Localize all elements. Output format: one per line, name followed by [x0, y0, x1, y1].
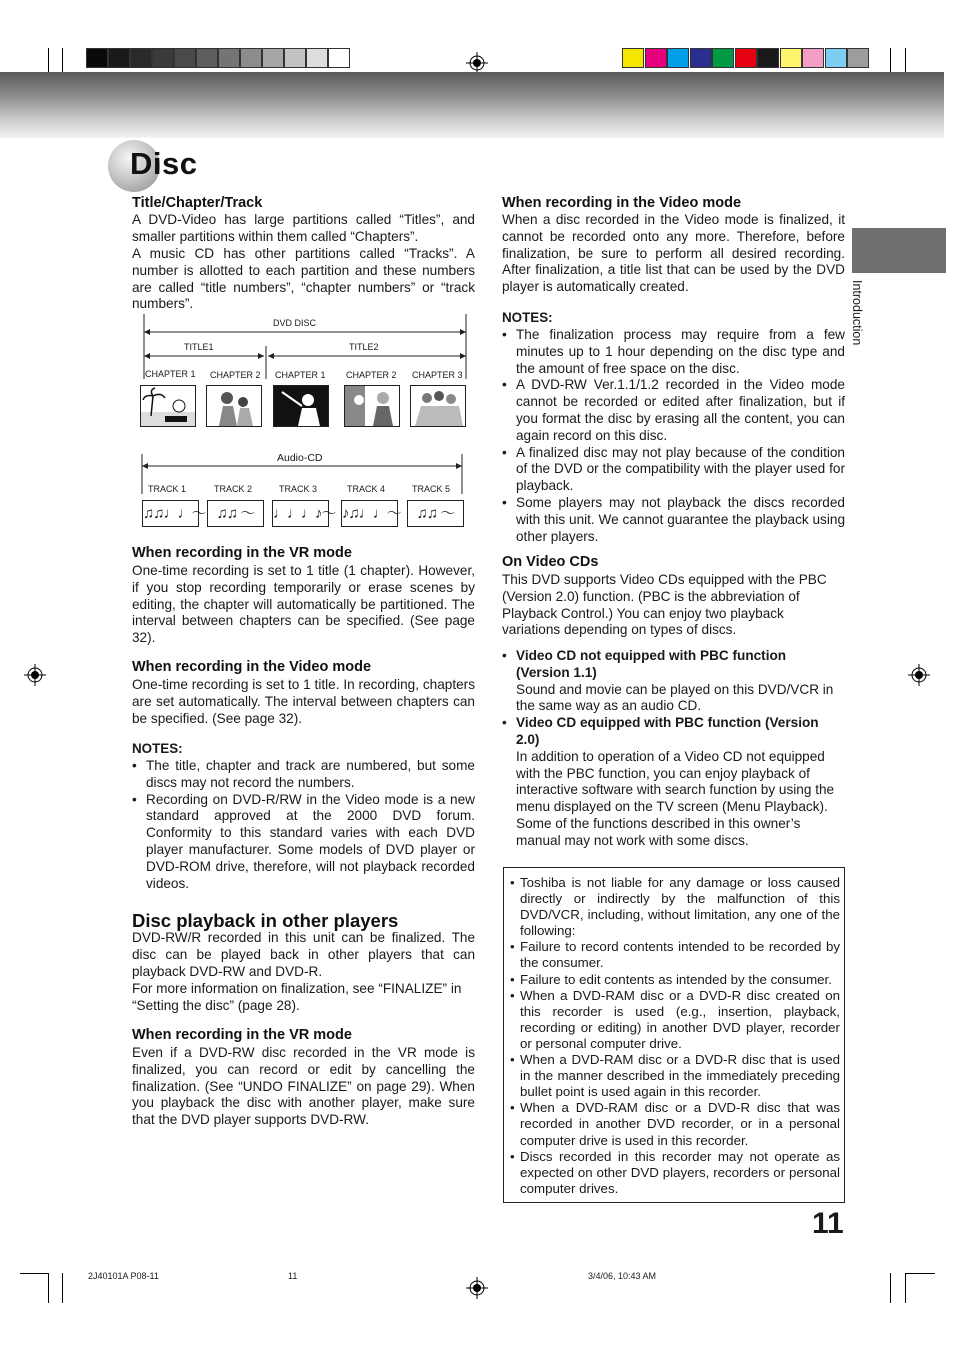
heading-video-cds: On Video CDs [502, 554, 599, 570]
color-swatch [825, 48, 847, 68]
gray-swatch [86, 48, 108, 68]
music-notes-icon: ♫♫ 〜 [407, 500, 464, 527]
paragraph: For more information on finalization, see “FINALIZE” in “Setting the disc” (page 28). [132, 981, 462, 1013]
music-notes-icon: ♫♫ 〜 [207, 500, 264, 527]
list-item: • Some players may not playback the discs recorded with this unit. We cannot guarantee the playback using other players. [502, 495, 845, 545]
color-swatch [712, 48, 734, 68]
chapter-thumbnail-people [206, 385, 262, 427]
label-title2: TITLE2 [349, 342, 379, 352]
list-item [502, 648, 837, 715]
list-item: • When a DVD-RAM disc or a DVD-R disc that was recorded in another DVD recorder, or in a personal computer drive is used in this recorder. [510, 1100, 840, 1148]
crop-mark [48, 1273, 49, 1303]
color-swatch [780, 48, 802, 68]
section-tab-label: Introduction [850, 280, 864, 346]
page-title: Disc [130, 146, 198, 181]
paragraph: A music CD has other partitions called “Tracks”. A number is allotted to each partition and these numbers are called “title numbers”, “chapter numbers” or “track numbers”. [132, 246, 475, 312]
music-notes-icon: ♩♩♩♪〜 [272, 500, 329, 527]
paragraph: One-time recording is set to 1 title (1 chapter). However, if you stop recording temporarily or erase scenes by editing, the chapter will automatically be partitioned. The interval between chapters can be specified. (See page 32). [132, 563, 475, 646]
footer-file-id: 2J40101A P08-11 [88, 1271, 159, 1281]
heading-disc-playback: Disc playback in other players [132, 910, 399, 931]
list-item-title: • Video CD not equipped with PBC function (Version 1.1) [516, 648, 787, 680]
label-chapter: CHAPTER 2 [346, 370, 397, 380]
page-number: 11 [812, 1207, 844, 1240]
paragraph: When a disc recorded in the Video mode is finalized, it cannot be recorded onto any more. Therefore, before finalization, be sure to perform all desired recording. After finalization, a title list that can be used by the DVD player is automatically created. [502, 212, 845, 295]
heading-title-chapter-track: Title/Chapter/Track [132, 195, 263, 211]
vcd-list [502, 648, 837, 850]
color-swatch [757, 48, 779, 68]
list-item: • The finalization process may require from a few minutes up to 1 hour depending on the disc type and the amount of free space on the disc. [502, 327, 845, 377]
color-swatch [667, 48, 689, 68]
notes-list [132, 758, 475, 892]
registration-mark-icon [466, 52, 488, 74]
chapter-thumbnail-couple [344, 385, 400, 427]
crop-mark [20, 1273, 48, 1274]
registration-mark-icon [908, 664, 930, 686]
label-title1: TITLE1 [184, 342, 214, 352]
color-swatch [622, 48, 644, 68]
color-swatch [690, 48, 712, 68]
label-audio-cd: Audio-CD [277, 452, 323, 464]
list-item: • Failure to edit contents as intended by the consumer. [510, 972, 840, 988]
chapter-thumbnail-beach [140, 385, 196, 427]
gray-swatch [284, 48, 306, 68]
music-notes-icon: ♪♫♩♩〜 [341, 500, 398, 527]
paragraph: Even if a DVD-RW disc recorded in the VR mode is finalized, you can record or edit by cancelling the finalization. (See “UNDO FINALIZE” on page 29). When you playback the disc with another player, make sure that the DVD player supports DVD-RW. [132, 1045, 475, 1128]
list-item: • The title, chapter and track are numbered, but some discs may not record the numbers. [132, 758, 475, 792]
registration-mark-icon [466, 1277, 488, 1299]
gray-swatch [262, 48, 284, 68]
list-item: • Discs recorded in this recorder may not operate as expected on other DVD players, recorders or personal computer drives. [510, 1149, 840, 1197]
list-item: • Toshiba is not liable for any damage or loss caused directly or indirectly by the malfunction of this DVD/VCR, including, without limitation, any one of the following: [510, 875, 840, 939]
registration-mark-icon [24, 664, 46, 686]
header-gradient-band [0, 72, 944, 138]
paragraph: DVD-RW/R recorded in this unit can be finalized. The disc can be played back in other players that can playback DVD-RW and DVD-R. [132, 930, 475, 979]
heading-video-mode: When recording in the Video mode [502, 195, 742, 211]
list-item: • Failure to record contents intended to be recorded by the consumer. [510, 939, 840, 971]
label-chapter: CHAPTER 1 [275, 370, 326, 380]
color-swatch [645, 48, 667, 68]
list-item: • Recording on DVD-R/RW in the Video mode is a new standard approved at the 2000 DVD forum. Conformity to this standard varies with each DVD player manufacturer. Some models of DVD player or DVD-ROM drive, therefore, will not playback recorded videos. [132, 792, 475, 893]
label-chapter: CHAPTER 3 [412, 370, 463, 380]
paragraph: This DVD supports Video CDs equipped with the PBC (Version 2.0) function. (PBC is the abbreviation of Playback Control.) You can enjoy two playback variations depending on types of discs. [502, 572, 827, 638]
label-track: TRACK 1 [148, 484, 187, 494]
label-chapter: CHAPTER 2 [210, 370, 261, 380]
list-item: • When a DVD-RAM disc or a DVD-R disc that is used in the manner described in the immediately preceding bullet point is used again in this recorder. [510, 1052, 840, 1100]
label-track: TRACK 5 [412, 484, 451, 494]
gray-swatch [218, 48, 240, 68]
footer-page: 11 [288, 1271, 298, 1281]
disclaimer-list [510, 875, 840, 1197]
crop-mark [905, 1273, 935, 1274]
label-chapter: CHAPTER 1 [145, 369, 196, 379]
crop-mark [890, 1273, 891, 1303]
gray-swatch [152, 48, 174, 68]
label-track: TRACK 2 [214, 484, 253, 494]
gray-swatch [328, 48, 350, 68]
heading-video-mode: When recording in the Video mode [132, 659, 372, 675]
list-item: • A finalized disc may not play because of the condition of the DVD or the compatibility with the player used for playback. [502, 445, 845, 495]
crop-mark [62, 1273, 63, 1303]
color-swatch [847, 48, 869, 68]
gray-swatch [130, 48, 152, 68]
heading-vr-mode: When recording in the VR mode [132, 545, 352, 561]
chapter-thumbnail-performer [273, 385, 329, 427]
chapter-thumbnail-group [410, 385, 466, 427]
label-track: TRACK 3 [279, 484, 318, 494]
paragraph: A DVD-Video has large partitions called “Titles”, and smaller partitions within them called “Chapters”. [132, 212, 475, 244]
label-dvd-disc: DVD DISC [273, 318, 317, 328]
notes-label: NOTES: [502, 310, 553, 325]
gray-swatch [196, 48, 218, 68]
color-swatch [802, 48, 824, 68]
label-track: TRACK 4 [347, 484, 386, 494]
music-notes-icon: ♫♫♩♩〜 [142, 500, 199, 527]
gray-swatch [240, 48, 262, 68]
notes-label: NOTES: [132, 741, 183, 756]
list-item-text: Sound and movie can be played on this DVD/VCR in the same way as an audio CD. [516, 681, 834, 714]
color-swatch [735, 48, 757, 68]
footer-timestamp: 3/4/06, 10:43 AM [588, 1271, 657, 1281]
gray-swatch [174, 48, 196, 68]
paragraph: One-time recording is set to 1 title. In recording, chapters are set automatically. The interval between chapters can be specified. (See page 32). [132, 677, 475, 726]
list-item-title: • Video CD equipped with PBC function (Version 2.0) [516, 715, 819, 747]
list-item: • When a DVD-RAM disc or a DVD-R disc created on this recorder is used (e.g., insertion, playback, recording or editing) in another DVD player, recorder or personal computer drive. [510, 988, 840, 1052]
section-tab [852, 228, 946, 273]
heading-vr-mode: When recording in the VR mode [132, 1027, 352, 1043]
notes-list [502, 327, 845, 545]
crop-mark [905, 1273, 906, 1303]
list-item [502, 715, 837, 849]
list-item: • A DVD-RW Ver.1.1/1.2 recorded in the Video mode cannot be recorded or edited after finalization, but if you format the disc by erasing all the content, you can again record on this disc. [502, 377, 845, 444]
gray-swatch [108, 48, 130, 68]
list-item-text: In addition to operation of a Video CD not equipped with the PBC function, you can enjoy playback of interactive software with search function by using the menu displayed on the TV screen (Menu Playback). Some of the functions described in this owner’s manual may not work with some discs. [516, 748, 835, 848]
gray-swatch [306, 48, 328, 68]
